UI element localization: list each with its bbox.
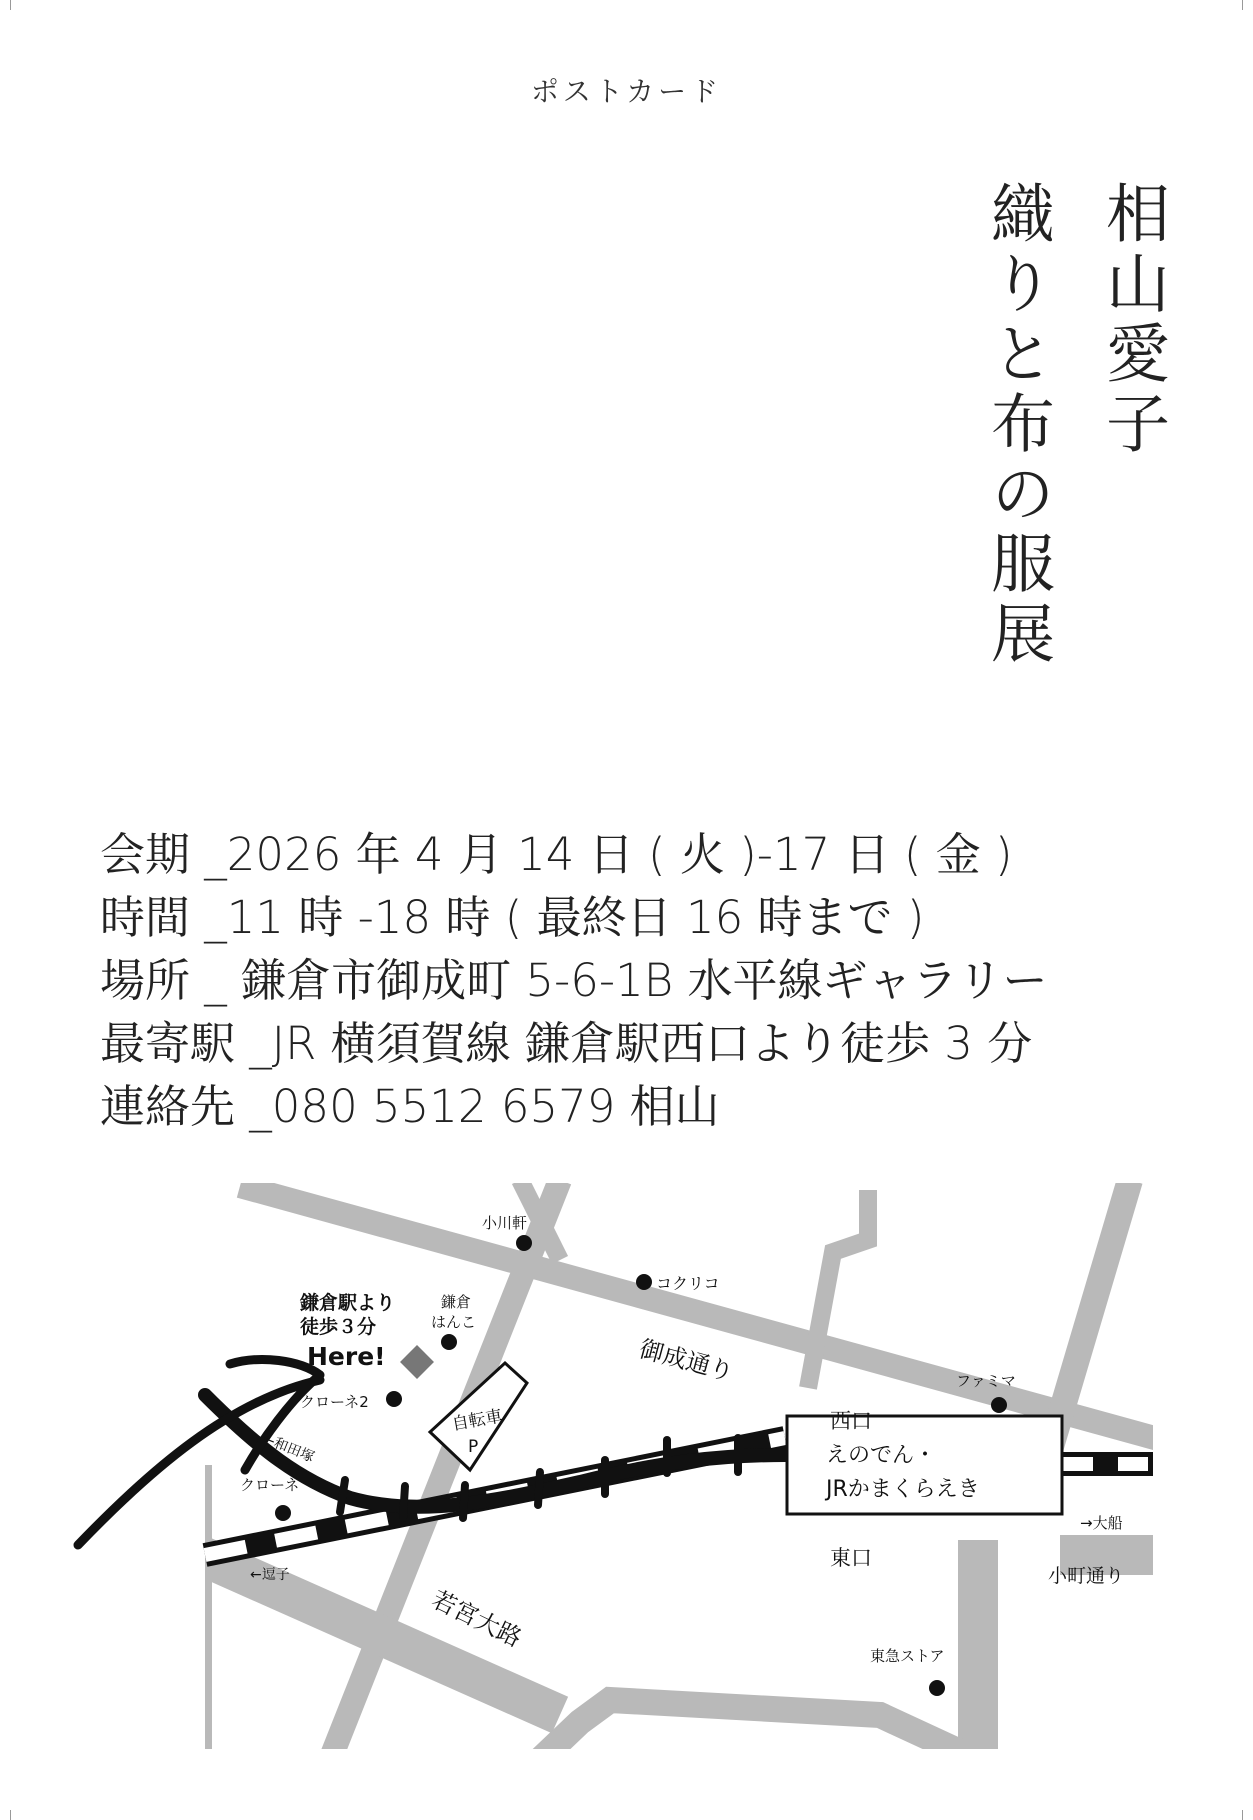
gallery-location-marker — [400, 1345, 434, 1379]
station-label-line1: えのでん・ — [826, 1443, 937, 1468]
detail-contact: 連絡先 _080 5512 6579 相山 — [100, 1080, 720, 1133]
detail-venue: 場所 _ 鎌倉市御成町 5-6-1B 水平線ギャラリー — [100, 954, 1048, 1007]
map-label-tokyu-store: 東急ストア — [870, 1647, 945, 1665]
map-label-ofuna: →大船 — [1080, 1514, 1123, 1532]
map-label-famima: ファミマ — [956, 1372, 1016, 1390]
map-label-nishiguchi: 西口 — [830, 1409, 872, 1433]
map-label-higashiguchi: 東口 — [830, 1546, 872, 1570]
map-label-clone: クローネ — [240, 1476, 300, 1494]
map-label-onari-dori: 御成通り — [636, 1334, 737, 1387]
bike-parking-label: 自転車 — [450, 1406, 505, 1435]
detail-period: 会期 _2026 年 4 月 14 日 ( 火 )-17 日 ( 金 ) — [100, 828, 1013, 881]
artist-name: 相山愛子 — [1095, 180, 1169, 460]
map-label-kamakura-hanko-1: 鎌倉 — [441, 1293, 472, 1311]
road-onari-dori — [240, 1186, 1180, 1445]
map-label-kamakura-hanko-2: はんこ — [431, 1313, 477, 1331]
detail-hours: 時間 _11 時 -18 時 ( 最終日 16 時まで ) — [100, 891, 925, 944]
map-label-ogawaken: 小川軒 — [482, 1214, 528, 1232]
postcard-header: ポストカード — [530, 75, 723, 108]
map-label-wakamiya-oji: 若宮大路 — [427, 1585, 526, 1653]
bike-parking-p: P — [468, 1437, 479, 1457]
road-south — [540, 1700, 960, 1760]
exhibition-title: 織りと布の服展 — [980, 180, 1054, 670]
map-label-wadazuka: ←和田塚 — [260, 1430, 317, 1466]
map-label-kokuriko: コクリコ — [656, 1274, 720, 1293]
map-label-zushi: ←逗子 — [250, 1567, 290, 1583]
station-label-line2: JRかまくらえき — [826, 1477, 980, 1502]
detail-nearest-station: 最寄駅 _JR 横須賀線 鎌倉駅西口より徒歩 3 分 — [100, 1017, 1033, 1070]
map-label-clone2: クローネ2 — [300, 1393, 369, 1411]
here-label: Here! — [307, 1342, 386, 1371]
walk-note-line2: 徒歩３分 — [300, 1316, 377, 1338]
walk-note-line1: 鎌倉駅より — [300, 1292, 396, 1314]
map-label-komachi-dori: 小町通り — [1048, 1565, 1125, 1587]
